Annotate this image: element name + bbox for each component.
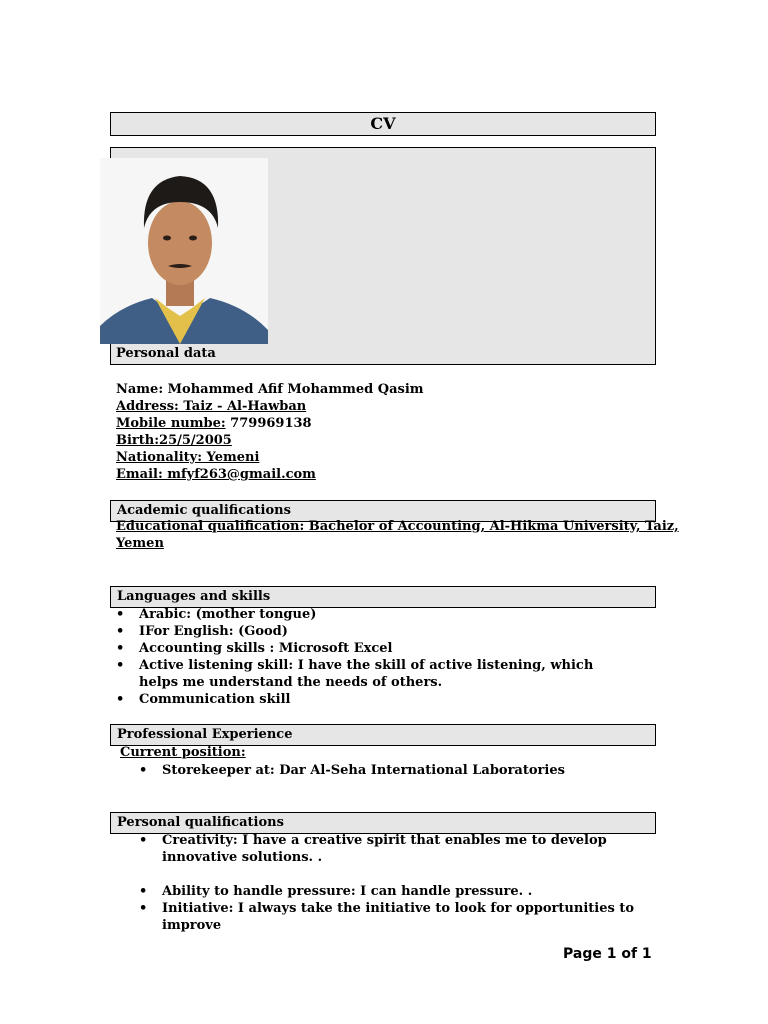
cv-title-box bbox=[110, 112, 656, 136]
qualifications-list bbox=[139, 832, 649, 934]
profile-photo-image bbox=[100, 158, 268, 344]
experience-header-label: Professional Experience bbox=[117, 727, 293, 742]
list-item: • IFor English: (Good) bbox=[116, 624, 288, 639]
list-item: • Creativity: I have a creative spirit that enables me to develop innovative solutions. . bbox=[139, 833, 607, 865]
experience-list bbox=[139, 762, 639, 779]
list-item: • Storekeeper at: Dar Al-Seha International Laboratories bbox=[139, 763, 565, 778]
academic-line-2: Yemen bbox=[116, 536, 164, 551]
email-line: Email: mfyf263@gmail.com bbox=[116, 467, 316, 482]
mobile-value: 779969138 bbox=[225, 416, 312, 431]
nationality-line: Nationality: Yemeni bbox=[116, 450, 260, 465]
list-item: • Accounting skills : Microsoft Excel bbox=[116, 641, 393, 656]
list-item: • Active listening skill: I have the skill of active listening, which helps me understand the needs of others. bbox=[116, 658, 594, 690]
profile-photo bbox=[100, 158, 268, 344]
experience-header bbox=[110, 724, 656, 746]
list-item: • Communication skill bbox=[116, 692, 291, 707]
languages-header bbox=[110, 586, 656, 608]
mobile-line bbox=[116, 416, 312, 431]
personal-data-header: Personal data bbox=[116, 346, 216, 361]
address-line: Address: Taiz - Al-Hawban bbox=[116, 399, 307, 414]
name-line: Name: Mohammed Afif Mohammed Qasim bbox=[116, 382, 424, 397]
academic-line-1: Educational qualification: Bachelor of Accounting, Al-Hikma University, Taiz, bbox=[116, 519, 679, 534]
list-item: • Ability to handle pressure: I can handle pressure. . bbox=[139, 884, 533, 899]
languages-list bbox=[116, 606, 626, 708]
current-position-label: Current position: bbox=[120, 745, 246, 760]
list-item: • Arabic: (mother tongue) bbox=[116, 607, 317, 622]
birth-line: Birth:25/5/2005 bbox=[116, 433, 232, 448]
mobile-label: Mobile numbe: bbox=[116, 416, 226, 431]
languages-header-label: Languages and skills bbox=[117, 589, 271, 604]
qualifications-header bbox=[110, 812, 656, 834]
academic-header-label: Academic qualifications bbox=[117, 503, 291, 518]
list-item: • Initiative: I always take the initiative to look for opportunities to improve bbox=[139, 901, 634, 933]
page-number: Page 1 of 1 bbox=[563, 946, 652, 962]
cv-title: CV bbox=[370, 114, 396, 133]
qualifications-header-label: Personal qualifications bbox=[117, 815, 284, 830]
